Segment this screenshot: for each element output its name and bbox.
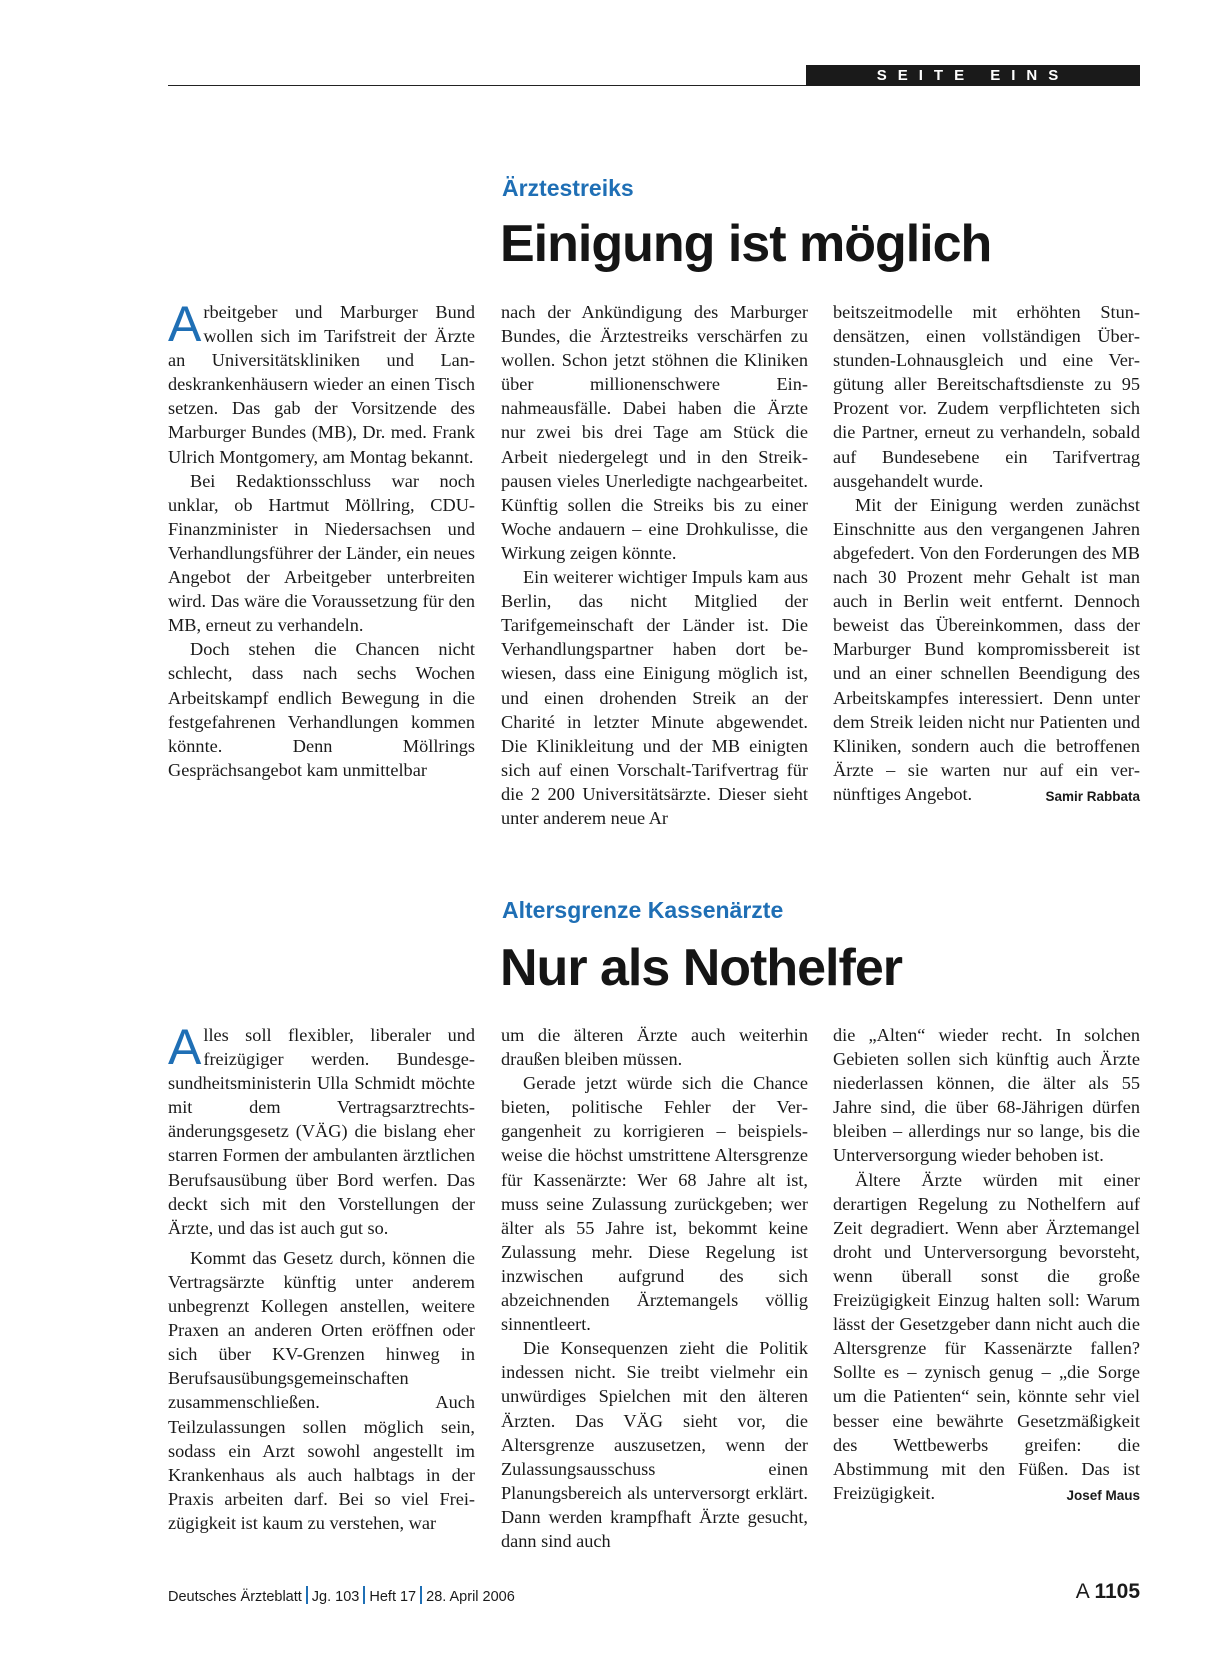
footer-separator [306, 1586, 308, 1604]
article-2-column-2 [501, 1023, 808, 1553]
article-2-paragraph: Kommt das Gesetz durch, können die Vertragsärzte künftig unter anderem unbegrenzt Kollegen anstellen, weitere Praxen an anderen Orten eröffnen oder sich über KV-Grenzen hinweg in Berufsausübungsgemeinschaften zusammenschließen. Auch Teilzulassungen sollen möglich sein, sodass ein Arzt sowohl angestellt im Krankenhaus als auch halbtags in der Praxis arbeiten darf. Bei so viel Freizügigkeit ist kaum zu verstehen, war [168, 1247, 475, 1533]
article-2-column-3 [833, 1023, 1140, 1508]
page-number-value: 1105 [1094, 1580, 1140, 1603]
article-2-author: Josef Maus [1066, 1487, 1140, 1503]
article-1-column-2 [501, 300, 808, 830]
footer-separator [420, 1586, 422, 1604]
dropcap: A [168, 1019, 202, 1075]
journal-issue: Heft 17 [369, 1589, 417, 1605]
article-1-paragraph: Doch stehen die Chancen nicht schlecht, dass nach sechs Wochen Arbeitskampf endlich Bewegung in die festgefahrenen Verhandlungen kommen könnte. Denn Möllrings Gesprächsangebot kam unmittelbar [168, 639, 475, 780]
article-1-column-1 [168, 296, 475, 782]
article-2-kicker: Altersgrenze Kassenärzte [502, 897, 784, 923]
article-2-paragraph: Die Konsequenzen zieht die Politik indessen nicht. Sie treibt vielmehr ein unwürdiges Spielchen mit den älteren Ärzten. Das VÄG sieht vor, die Altersgrenze auszusetzen, wenn der Zulassungsausschuss einen Planungsbereich als unterversorgt erklärt. Dann werden krampfhaft Ärzte gesucht, dann sind auch [501, 1338, 808, 1551]
paragraph-text: rbeitgeber und Marburger Bund wollen sich im Tarifstreit der Ärzte an Universitätskliniken und Landeskrankenhäusern wieder an einen Tisch setzen. Das gab der Vorsitzende des Marburger Bundes (MB), Dr. med. Frank Ulrich Montgomery, am Montag bekannt. [168, 302, 475, 467]
article-1-column-3 [833, 300, 1140, 809]
article-1-headline: Einigung ist möglich [500, 215, 992, 273]
article-1-paragraph: beitszeitmodelle mit erhöhten Stundensätzen, einen vollständigen Überstunden-Lohnausgleich und eine Vergütung aller Bereitschaftsdienste zu 95 Prozent vor. Zudem verpflichteten sich die Partner, erneut zu verhandeln, sobald auf Bundesebene ein Tarifvertrag ausgehandelt wurde. [833, 302, 1140, 491]
article-2-headline: Nur als Nothelfer [500, 939, 902, 997]
article-1-paragraph: nach der Ankündigung des Marburger Bundes, die Ärztestreiks verschärfen zu wollen. Schon jetzt stöhnen die Kliniken über millionenschwere Einnahmeausfälle. Dabei haben die Ärzte nur zwei bis drei Tage am Stück die Arbeit niedergelegt und in den Streikpausen vieles Unerledigte nachgearbeitet. Künftig sollen die Streiks bis zu einer Woche andauern – eine Drohkulisse, die Wirkung zeigen könnte. [501, 302, 808, 563]
dropcap: A [168, 296, 202, 352]
article-1-paragraph-last [833, 493, 1140, 806]
article-1-paragraph: Bei Redaktionsschluss war noch unklar, ob Hartmut Möllring, CDU-Finanzminister in Niedersachsen und Verhandlungsführer der Länder, ein neues Angebot der Arbeitgeber unterbreiten wird. Das wäre die Voraussetzung für den MB, erneut zu verhandeln. [168, 470, 475, 636]
article-2-paragraph-last [833, 1168, 1140, 1505]
paragraph-text: Ältere Ärzte würden mit einer derartigen Regelung zu Nothelfern auf Zeit degradiert. Wenn aber Ärztemangel droht und Unterversorgung bevorsteht, wenn überall sonst die große Freizügigkeit Einzug halten soll: Warum lässt der Gesetzgeber dann nicht auch die Altersgrenze für Kassenärzte fallen? Sollte es – zynisch genug – „die Sorge um die Patienten“ sein, könnte sehr viel besser eine bewährte Gesetzmäßigkeit des Wettbewerbs greifen: die Abstimmung mit den Füßen. Das ist Freizügigkeit. [833, 1169, 1140, 1503]
journal-volume: Jg. 103 [311, 1589, 360, 1605]
article-1-author: Samir Rabbata [1045, 788, 1140, 804]
article-2-column-1 [168, 1019, 475, 1535]
article-2-paragraph [168, 1019, 475, 1240]
article-1-kicker: Ärztestreiks [502, 175, 634, 201]
page-footer [168, 1580, 1140, 1616]
page-number [1076, 1580, 1140, 1604]
article-2-paragraph: um die älteren Ärzte auch weiterhin draußen bleiben müssen. [501, 1025, 808, 1070]
article-2-paragraph: die „Alten“ wieder recht. In solchen Gebieten sollen sich künftig auch Ärzte niederlassen können, die älter als 55 Jahre sind, die über 68-Jährigen dürfen bleiben – allerdings nur so lange, bis die Unterversorgung wieder behoben ist. [833, 1025, 1140, 1166]
section-label: SEITE EINS [806, 65, 1140, 86]
paragraph-text: Mit der Einigung werden zunächst Einschnitte aus den vergangenen Jahren abgefedert. Von den Forderungen des MB nach 30 Prozent mehr Gehalt ist man auch in Berlin weit entfernt. Dennoch beweist das Übereinkommen, dass der Marburger Bund kompromissbereit ist und an einer schnellen Beendigung des Arbeitskampfes interessiert. Denn unter dem Streik leiden nicht nur Patienten und Kliniken, sondern auch die betroffenen Ärzte – sie warten nur auf ein vernünftiges Angebot. [833, 494, 1140, 804]
page-prefix: A [1075, 1580, 1089, 1603]
article-1-paragraph [168, 296, 475, 469]
paragraph-text: lles soll flexibler, liberaler und freizügiger werden. Bundesgesundheitsministerin Ulla Schmidt möchte mit dem Vertragsarztrechtsänderungsgesetz (VÄG) die bislang eher starren Formen der ambulanten ärztlichen Berufsausübung über Bord werfen. Das deckt sich mit den Vorstellungen der Ärzte, und das ist auch gut so. [168, 1025, 475, 1238]
issue-date: 28. April 2006 [426, 1589, 515, 1605]
footer-separator [363, 1586, 365, 1604]
journal-name: Deutsches Ärzteblatt [168, 1589, 302, 1605]
article-1-paragraph: Ein weiterer wichtiger Impuls kam aus Berlin, das nicht Mitglied der Tarifgemeinschaft der Länder ist. Die Verhandlungspartner haben dort bewiesen, dass eine Einigung möglich ist, und einen drohenden Streik an der Charité in letzter Minute abgewendet. Die Klinikleitung und der MB einigten sich auf einen Vorschalt-Tarifvertrag für die 2 200 Universitätsärzte. Dieser sieht unter anderem neue Ar [501, 567, 808, 828]
article-2-paragraph: Gerade jetzt würde sich die Chance bieten, politische Fehler der Vergangenheit zu korrigieren – beispielsweise die höchst umstrittene Altersgrenze für Kassenärzte: Wer 68 Jahre alt ist, muss seine Zulassung zurückgeben; wer älter als 55 Jahre ist, bekommt keine Zulassung mehr. Diese Regelung ist inzwischen aufgrund des sich abzeichnenden Ärztemangels völlig sinnentleert. [501, 1073, 808, 1335]
